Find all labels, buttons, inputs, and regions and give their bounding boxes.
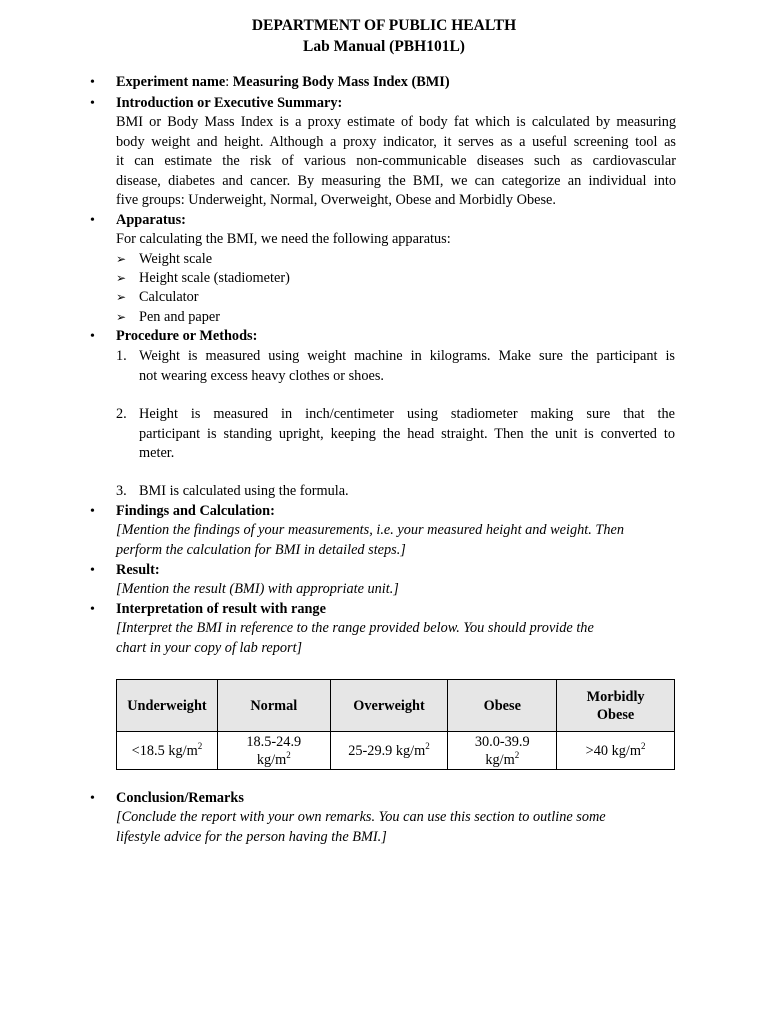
table-header-cell: Obese: [448, 680, 557, 732]
bullet-icon: •: [90, 563, 95, 578]
apparatus-intro: For calculating the BMI, we need the following apparatus:: [116, 231, 451, 247]
step-number: 1.: [116, 348, 127, 364]
arrow-bullet-icon: ➢: [116, 271, 127, 285]
interpretation-line: [Interpret the BMI in reference to the range provided below. You should provide the: [116, 620, 594, 636]
arrow-bullet-icon: ➢: [116, 252, 127, 266]
findings-text: [116, 521, 676, 560]
conclusion-line: lifestyle advice for the person having the BMI.]: [116, 828, 387, 845]
bullet-icon: •: [90, 791, 95, 806]
table-cell: [557, 732, 675, 770]
procedure-step: [139, 347, 675, 386]
table-cell: [448, 732, 557, 770]
intro-line: disease, diabetes and cancer. By measuring the BMI, we can categorize an individual into: [116, 172, 676, 189]
intro-line: it can estimate the risk of various non-communicable diseases such as cardiovascular: [116, 153, 676, 169]
table-cell: [117, 732, 218, 770]
apparatus-heading: Apparatus:: [116, 212, 186, 228]
table-header-row: [117, 680, 675, 732]
step-line: BMI is calculated using the formula.: [139, 483, 349, 499]
bullet-icon: •: [90, 75, 95, 90]
table-header-cell: Morbidly Obese: [557, 680, 675, 732]
procedure-step: [139, 482, 675, 502]
experiment-line: [116, 73, 676, 93]
conclusion-text: [116, 808, 676, 847]
table-header-cell: Underweight: [117, 680, 218, 732]
step-number: 3.: [116, 483, 127, 499]
step-line: Weight is measured using weight machine in kilograms. Make sure the participant is: [139, 348, 675, 364]
value-superscript: 2: [286, 749, 291, 760]
step-line: Height is measured in inch/centimeter using stadiometer making sure that the: [139, 406, 675, 422]
result-text: [Mention the result (BMI) with appropriate unit.]: [116, 581, 399, 597]
value-superscript: 2: [197, 740, 203, 751]
experiment-label: Experiment name: [116, 74, 226, 90]
findings-heading: Findings and Calculation:: [116, 503, 275, 519]
arrow-bullet-icon: ➢: [116, 310, 127, 324]
intro-line: body weight and height. Although a proxy indicator, it serves as a useful screening tool as: [116, 133, 676, 150]
findings-line: perform the calculation for BMI in detailed steps.]: [116, 541, 406, 558]
value-text: 30.0-39.9 kg/m: [474, 733, 530, 768]
bullet-icon: •: [90, 329, 95, 344]
intro-line: BMI or Body Mass Index is a proxy estimate of body fat which is calculated by measuring: [116, 114, 676, 130]
apparatus-item: Weight scale: [139, 251, 213, 267]
bullet-icon: •: [90, 213, 95, 228]
introduction-heading: Introduction or Executive Summary:: [116, 95, 343, 111]
table-cell: [217, 732, 330, 770]
table-row: [117, 732, 675, 770]
value-text: 25-29.9 kg/m: [348, 742, 426, 759]
table-header-cell: Overweight: [330, 680, 448, 732]
step-line: meter.: [139, 445, 175, 461]
bullet-icon: •: [90, 504, 95, 519]
interpretation-text: [116, 619, 676, 658]
table-cell: [330, 732, 448, 770]
introduction-paragraph: [116, 113, 676, 211]
findings-line: [Mention the findings of your measurements, i.e. your measured height and weight. Then: [116, 522, 625, 538]
intro-line: five groups: Underweight, Normal, Overweight, Obese and Morbidly Obese.: [116, 192, 556, 208]
apparatus-item: Height scale (stadiometer): [139, 270, 290, 286]
apparatus-item: Pen and paper: [139, 309, 220, 325]
conclusion-heading: Conclusion/Remarks: [116, 790, 244, 806]
value-superscript: 2: [425, 740, 430, 751]
value-text: <18.5 kg/m: [131, 742, 198, 759]
experiment-name: Measuring Body Mass Index (BMI): [232, 74, 450, 90]
bmi-range-table: [116, 679, 675, 770]
result-heading: Result:: [116, 562, 160, 578]
procedure-heading: Procedure or Methods:: [116, 328, 258, 344]
conclusion-line: [Conclude the report with your own remarks. You can use this section to outline some: [116, 809, 606, 825]
step-number: 2.: [116, 406, 127, 422]
value-text: >40 kg/m: [585, 742, 641, 759]
arrow-bullet-icon: ➢: [116, 290, 127, 304]
interpretation-line: chart in your copy of lab report]: [116, 639, 303, 656]
table-header-cell: Normal: [217, 680, 330, 732]
value-text: 18.5-24.9 kg/m: [246, 733, 302, 768]
experiment-colon: :: [225, 74, 233, 90]
apparatus-item: Calculator: [139, 289, 199, 305]
manual-title: Lab Manual (PBH101L): [303, 38, 465, 55]
department-title: DEPARTMENT OF PUBLIC HEALTH: [251, 17, 517, 34]
value-superscript: 2: [640, 740, 646, 751]
step-line: participant is standing upright, keeping the head straight. Then the unit is converted to: [139, 425, 675, 442]
value-superscript: 2: [514, 749, 520, 760]
bullet-icon: •: [90, 602, 95, 617]
step-line: not wearing excess heavy clothes or shoes.: [139, 367, 384, 384]
bullet-icon: •: [90, 96, 95, 111]
procedure-step: [139, 405, 675, 464]
interpretation-heading: Interpretation of result with range: [116, 601, 326, 617]
